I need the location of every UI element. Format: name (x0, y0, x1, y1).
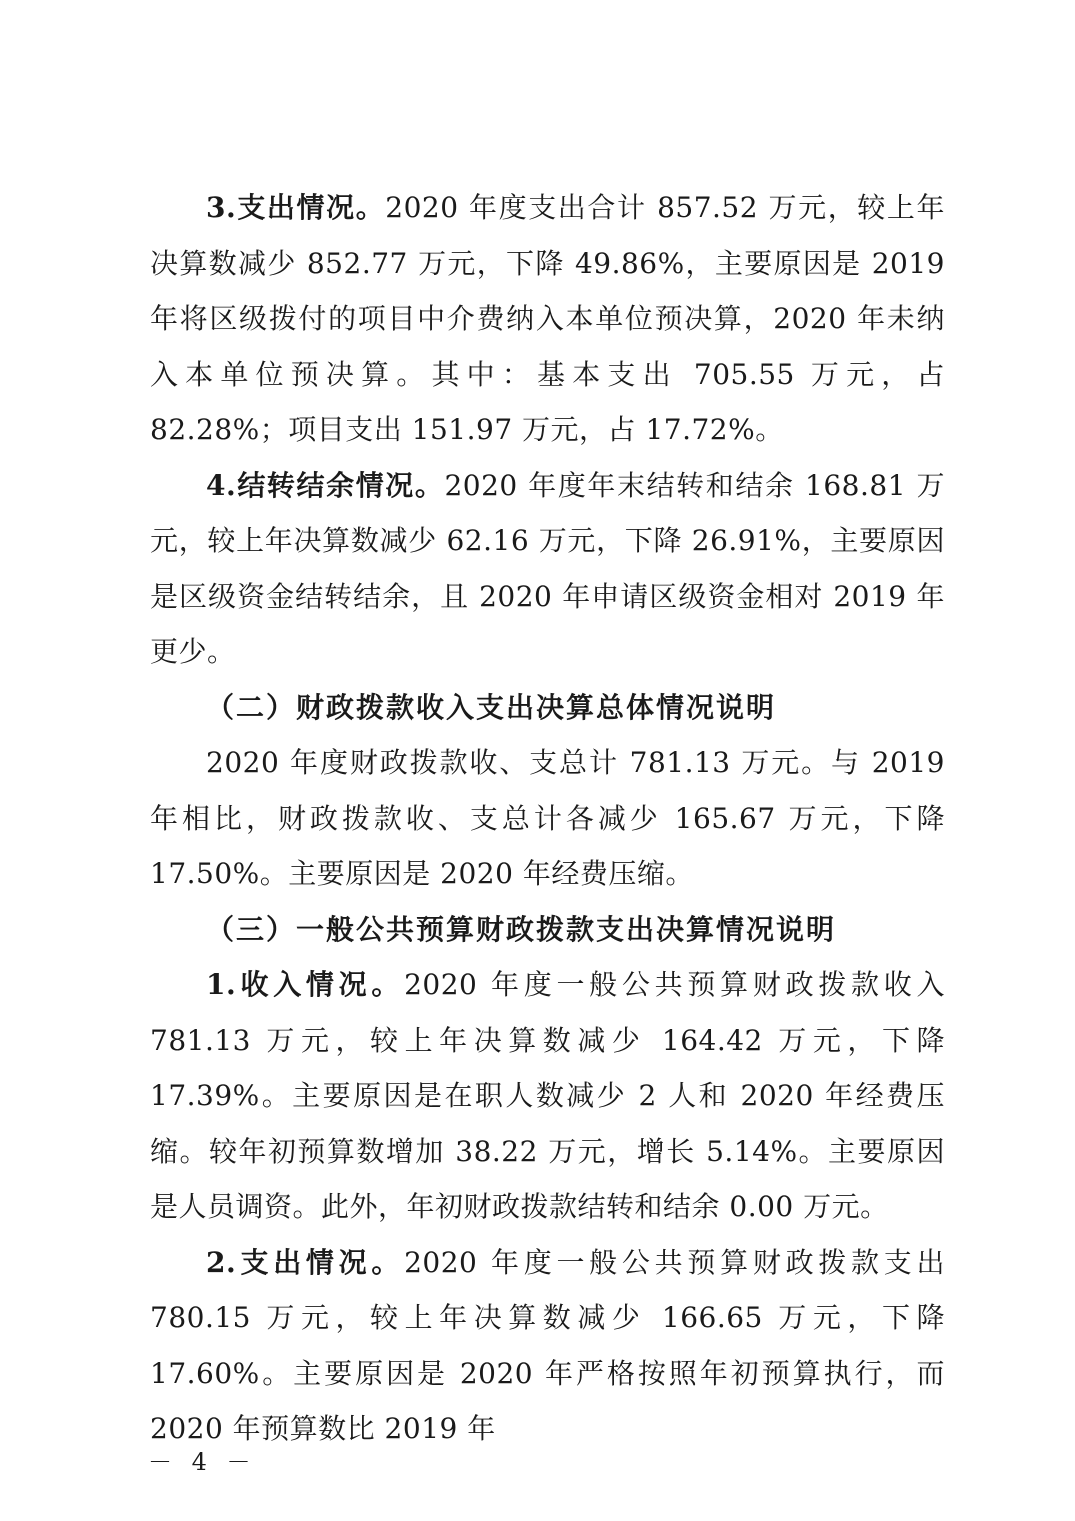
paragraph-expenditure (150, 180, 945, 458)
paragraph-text: 2020 年度支出合计 857.52 万元，较上年决算数减少 852.77 万元，下降 49.86%，主要原因是 2019 年将区级拨付的项目中介费纳入本单位预决算，2020 年未纳入本单位预决算。其中：基本支出 705.55 万元，占 82.28%；项目支出 151.97 万元，占 17.72%。 (150, 191, 945, 446)
paragraph-text: 2020 年度一般公共预算财政拨款支出 780.15 万元，较上年决算数减少 166.65 万元，下降 17.60%。主要原因是 2020 年严格按照年初预算执行，而 2020 年预算数比 2019 年 (150, 1245, 945, 1445)
paragraph-fiscal-total (150, 735, 945, 902)
section-heading-general-budget: （三）一般公共预算财政拨款支出决算情况说明 (206, 912, 837, 946)
paragraph-income (150, 957, 945, 1235)
paragraph-text: 2020 年度一般公共预算财政拨款收入 781.13 万元，较上年决算数减少 164.42 万元，下降 17.39%。主要原因是在职人数减少 2 人和 2020 年经费压缩。较年初预算数增加 38.22 万元，增长 5.14%。主要原因是人员调资。此外，年初财政拨款结转和结余 0.00 万元。 (150, 968, 945, 1223)
paragraph-text: 2020 年度财政拨款收、支总计 781.13 万元。与 2019 年相比，财政拨款收、支总计各减少 165.67 万元，下降 17.50%。主要原因是 2020 年经费压缩。 (150, 746, 945, 890)
paragraph-general-expenditure (150, 1235, 945, 1457)
paragraph-carryover (150, 458, 945, 680)
page-number: － 4 － (148, 1448, 257, 1476)
paragraph-lead: 3.支出情况。 (206, 191, 386, 224)
paragraph-lead: 2.支出情况。 (206, 1245, 405, 1279)
paragraph-lead: 1.收入情况。 (206, 968, 405, 1001)
document-body (150, 180, 945, 1457)
paragraph-lead: 4.结转结余情况。 (206, 468, 445, 502)
section-heading-fiscal-appropriation: （二）财政拨款收入支出决算总体情况说明 (206, 690, 777, 724)
paragraph-text: 2020 年度年末结转和结余 168.81 万元，较上年决算数减少 62.16 万元，下降 26.91%，主要原因是区级资金结转结余，且 2020 年申请区级资金相对 2019 年更少。 (150, 468, 945, 668)
